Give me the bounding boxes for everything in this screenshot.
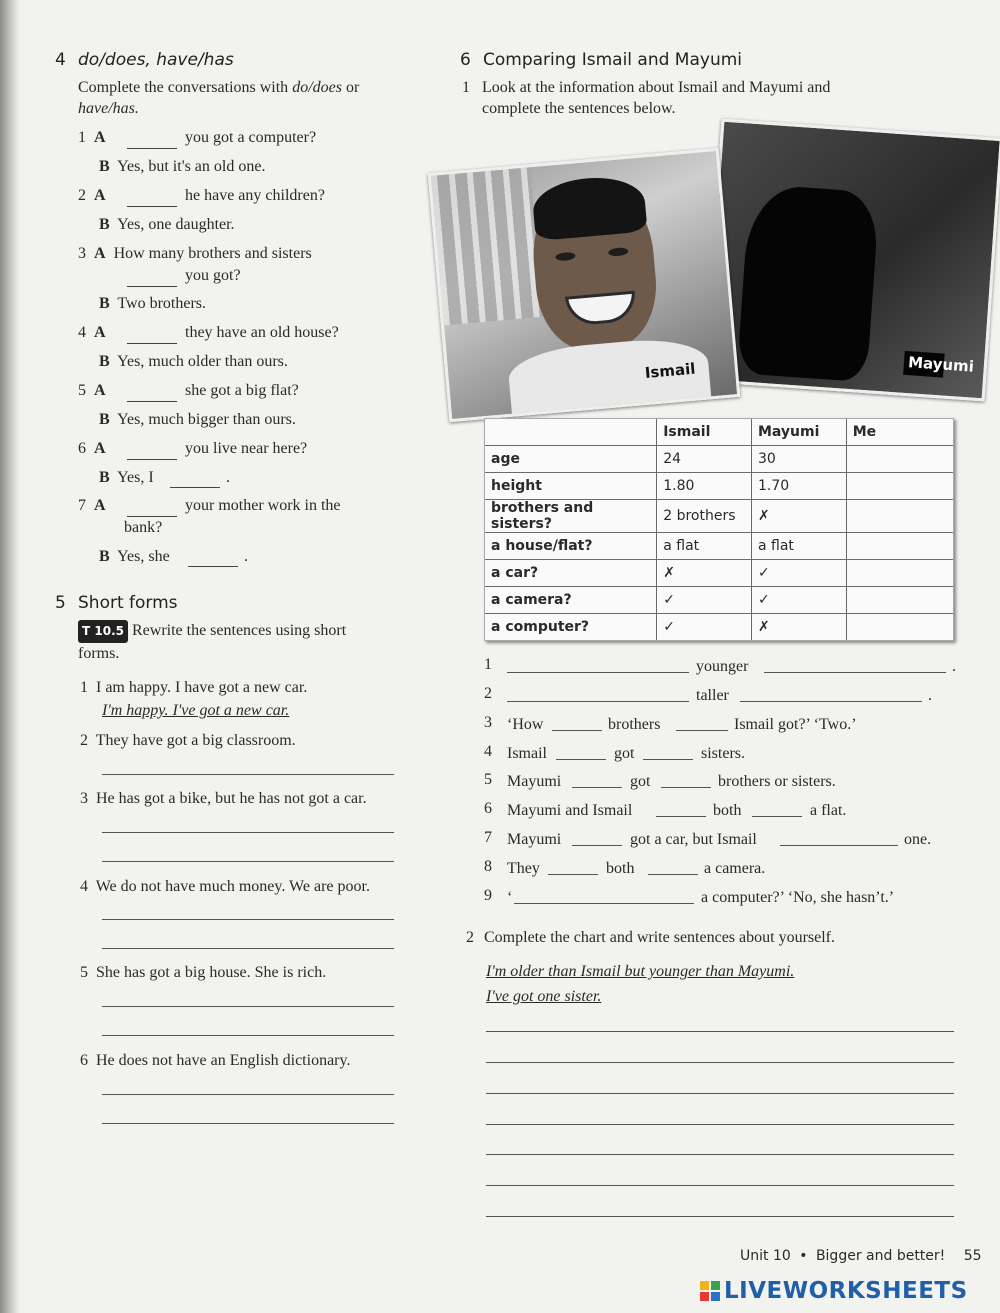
sentence-1-period: . (952, 658, 956, 675)
sentence-5-part-2: got (630, 773, 651, 790)
mayumi-photo (703, 118, 1000, 401)
writing-line[interactable] (486, 1093, 954, 1094)
section-4-number: 4 (55, 50, 66, 70)
conv-2-blank[interactable] (127, 192, 177, 207)
rewrite-5-line-1[interactable] (102, 1006, 394, 1007)
sentence-7-part-3: one. (904, 831, 932, 848)
sentence-8-part-2: both (606, 860, 635, 877)
sentence-5-part-3: brothers or sisters. (718, 773, 836, 790)
sentence-8-blank-2[interactable] (648, 874, 698, 875)
sentence-3-part-1: ‘How (507, 716, 544, 733)
table-row: a camera? ✓ ✓ (485, 587, 953, 614)
page-footer (740, 1248, 982, 1264)
sentence-8-blank-1[interactable] (548, 874, 598, 875)
sentence-8-part-1: They (507, 860, 540, 877)
sentence-2-blank-2[interactable] (740, 701, 922, 702)
conv-5-b: B Yes, much bigger than ours. (99, 411, 296, 428)
sentence-5-blank-2[interactable] (661, 787, 711, 788)
conv-4-b: B Yes, much older than ours. (99, 353, 288, 370)
conv-6-b-period: . (226, 469, 230, 486)
section-6-part2-instructions: Complete the chart and write sentences about yourself. (484, 929, 835, 946)
sentence-3-part-2: brothers (608, 716, 661, 733)
conv-4-a-text: they have an old house? (185, 324, 339, 341)
sentence-7-part-1: Mayumi (507, 831, 562, 848)
writing-line[interactable] (486, 1154, 954, 1155)
sentence-3-number: 3 (484, 714, 492, 731)
table-row: a computer? ✓ ✗ (485, 614, 953, 641)
table-row: brothers and sisters? 2 brothers ✗ (485, 500, 953, 533)
sentence-4-part-2: got (614, 745, 635, 762)
section-6-part1-number: 1 (462, 79, 470, 96)
conv-1-a-text: you got a computer? (185, 129, 317, 146)
me-cell-computer[interactable] (846, 614, 953, 641)
sentence-7-blank-2[interactable] (780, 845, 898, 846)
writing-line[interactable] (486, 1124, 954, 1125)
rewrite-4-line-1[interactable] (102, 919, 394, 920)
conv-4-a: 4 A (78, 324, 106, 341)
sentence-6-part-2: both (713, 802, 742, 819)
rewrite-1-example: I'm happy. I've got a new car. (102, 702, 290, 719)
mayumi-photo-label: Mayumi (907, 353, 975, 376)
sentence-6-part-1: Mayumi and Ismail (507, 802, 633, 819)
sentence-8-number: 8 (484, 858, 492, 875)
sentence-3-blank-1[interactable] (552, 730, 602, 731)
section-5-number: 5 (55, 593, 66, 613)
conv-7-b-blank[interactable] (188, 552, 238, 567)
sentence-2-word: taller (696, 687, 729, 704)
conv-6-blank[interactable] (127, 445, 177, 460)
info-table-card (484, 418, 954, 641)
rewrite-2-line[interactable] (102, 774, 394, 775)
conv-1-a: 1 A (78, 129, 106, 146)
writing-line[interactable] (486, 1216, 954, 1217)
ismail-photo-label: Ismail (644, 359, 697, 382)
rewrite-3-line-1[interactable] (102, 832, 394, 833)
conv-6-a-text: you live near here? (185, 440, 308, 457)
conv-3-a-text: you got? (185, 267, 241, 284)
sentence-2-period: . (928, 687, 932, 704)
conv-5-blank[interactable] (127, 387, 177, 402)
rewrite-5-line-2[interactable] (102, 1035, 394, 1036)
sentence-4-part-3: sisters. (701, 745, 745, 762)
conv-7-blank[interactable] (127, 502, 177, 517)
conv-6-b: B Yes, I (99, 469, 154, 486)
face (527, 179, 661, 354)
rewrite-6-line-2[interactable] (102, 1123, 394, 1124)
section-6-number: 6 (460, 50, 471, 70)
table-row: age 24 30 (485, 446, 953, 473)
writing-line[interactable] (486, 1062, 954, 1063)
sentence-3-part-3: Ismail got?’ ‘Two.’ (734, 716, 857, 733)
page-binding-shadow (0, 0, 20, 1313)
sentence-6-number: 6 (484, 800, 492, 817)
sentence-2-blank-1[interactable] (507, 701, 689, 702)
footer-unit: Unit 10 (740, 1248, 791, 1264)
header-ismail: Ismail (657, 419, 752, 446)
liveworksheets-watermark (700, 1278, 968, 1304)
table-row: a house/flat? a flat a flat (485, 533, 953, 560)
sentence-6-blank-1[interactable] (656, 816, 706, 817)
sentence-8-part-3: a camera. (704, 860, 766, 877)
me-cell-camera[interactable] (846, 587, 953, 614)
sentence-9-part-1: ‘ (507, 889, 513, 906)
me-cell-age[interactable] (846, 446, 953, 473)
sentence-4-blank-2[interactable] (643, 759, 693, 760)
me-cell-car[interactable] (846, 560, 953, 587)
redacted-face (737, 184, 880, 383)
sentence-6-part-3: a flat. (810, 802, 847, 819)
conv-3-blank[interactable] (127, 272, 177, 287)
liveworksheets-logo-icon (700, 1281, 720, 1301)
section-4-instructions: Complete the conversations with do/does or have/has. (78, 79, 360, 117)
rewrite-2: 2 They have got a big classroom. (80, 732, 296, 749)
conv-2-b: B Yes, one daughter. (99, 216, 235, 233)
conv-7-b: B Yes, she (99, 548, 170, 565)
conv-6-b-blank[interactable] (170, 473, 220, 488)
conv-5-a: 5 A (78, 382, 106, 399)
rewrite-3-line-2[interactable] (102, 861, 394, 862)
header-me: Me (846, 419, 953, 446)
watermark-text: LIVEWORKSHEETS (724, 1278, 968, 1304)
conv-2-a: 2 A (78, 187, 106, 204)
conv-2-a-text: he have any children? (185, 187, 325, 204)
sentence-3-blank-2[interactable] (676, 730, 728, 731)
ismail-photo (428, 148, 741, 422)
table-row: a car? ✗ ✓ (485, 560, 953, 587)
sentence-7-number: 7 (484, 829, 492, 846)
sentence-9-number: 9 (484, 887, 492, 904)
info-table (485, 419, 953, 640)
conv-5-a-text: she got a big flat? (185, 382, 299, 399)
rewrite-5: 5 She has got a big house. She is rich. (80, 964, 327, 981)
rewrite-4: 4 We do not have much money. We are poor. (80, 878, 370, 895)
sentence-6-blank-2[interactable] (752, 816, 802, 817)
sentence-1-word: younger (696, 658, 749, 675)
section-6-part1-instructions: Look at the information about Ismail and Mayumi and complete the sentences below. (482, 79, 831, 117)
conv-7-a: 7 A (78, 497, 106, 514)
conv-7-a-text: your mother work in the (185, 497, 341, 514)
section-6-part2-number: 2 (466, 929, 474, 946)
rewrite-4-line-2[interactable] (102, 948, 394, 949)
rewrite-6: 6 He does not have an English dictionary. (80, 1052, 351, 1069)
section-5-instructions: T 10.5 Rewrite the sentences using short forms. (78, 622, 347, 662)
sentence-2-number: 2 (484, 685, 492, 702)
section-4-title: do/does, have/has (78, 50, 234, 70)
section-5-title: Short forms (78, 593, 178, 613)
conv-3-a: 3 A How many brothers and sisters (78, 245, 312, 262)
conv-1-blank[interactable] (127, 134, 177, 149)
me-cell-height[interactable] (846, 473, 953, 500)
footer-separator: • (799, 1248, 808, 1264)
table-row: height 1.80 1.70 (485, 473, 953, 500)
rewrite-6-line-1[interactable] (102, 1094, 394, 1095)
rewrite-1: 1 I am happy. I have got a new car. (80, 679, 308, 696)
me-cell-house[interactable] (846, 533, 953, 560)
sentence-5-number: 5 (484, 771, 492, 788)
conv-1-b: B Yes, but it's an old one. (99, 158, 266, 175)
sentence-7-part-2: got a car, but Ismail (630, 831, 757, 848)
sentence-1-blank-1[interactable] (507, 672, 689, 673)
footer-title: Bigger and better! (815, 1248, 946, 1264)
sentence-1-blank-2[interactable] (764, 672, 946, 673)
conv-7-a-cont: bank? (124, 519, 163, 536)
me-cell-siblings[interactable] (846, 500, 953, 533)
section-6-title: Comparing Ismail and Mayumi (483, 50, 743, 70)
conv-7-b-period: . (244, 548, 248, 565)
sentence-1-number: 1 (484, 656, 492, 673)
conv-6-a: 6 A (78, 440, 106, 457)
example-sentence-2: I've got one sister. (486, 988, 602, 1005)
background-window (431, 167, 544, 325)
sentence-7-blank-1[interactable] (572, 845, 622, 846)
sentence-4-blank-1[interactable] (556, 759, 606, 760)
rewrite-3: 3 He has got a bike, but he has not got a car. (80, 790, 367, 807)
page-number: 55 (963, 1248, 982, 1264)
sentence-9-blank[interactable] (514, 903, 694, 904)
example-sentence-1: I'm older than Ismail but younger than Mayumi. (486, 963, 795, 980)
sentence-5-part-1: Mayumi (507, 773, 562, 790)
sentence-5-blank-1[interactable] (572, 787, 622, 788)
writing-line[interactable] (486, 1185, 954, 1186)
conv-4-blank[interactable] (127, 329, 177, 344)
table-header-row (485, 419, 953, 446)
sentence-9-part-2: a computer?’ ‘No, she hasn’t.’ (701, 889, 895, 906)
sentence-4-number: 4 (484, 743, 492, 760)
audio-track-badge: T 10.5 (78, 620, 128, 643)
header-mayumi: Mayumi (751, 419, 846, 446)
writing-line[interactable] (486, 1031, 954, 1032)
sentence-4-part-1: Ismail (507, 745, 547, 762)
conv-3-b: B Two brothers. (99, 295, 207, 312)
